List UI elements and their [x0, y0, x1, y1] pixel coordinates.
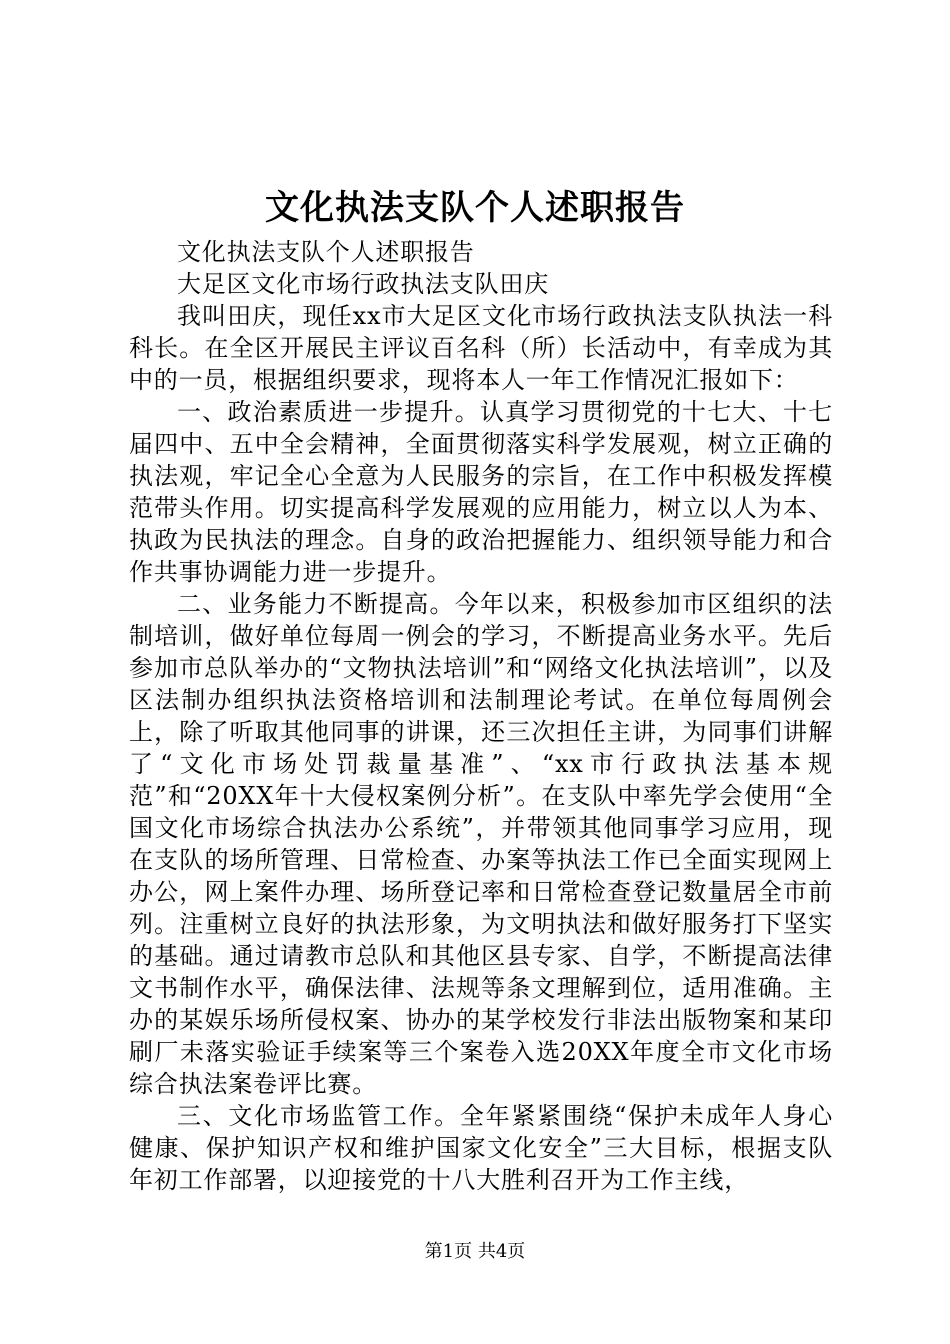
paragraph-section-2: 二、业务能力不断提高。今年以来，积极参加市区组织的法制培训，做好单位每周一例会的学习，不断提高业务水平。先后参加市总队举办的“文物执法培训”和“网络文化执法培训”，以及区法制办组织执法资格培训和法制理论考试。在单位每周例会上，除了听取其他同事的讲课，还三次担任主讲，为同事们讲解了“文化市场处罚裁量基准”、“xx市行政执法基本规范”和“20XX年十大侵权案例分析”。在支队中率先学会使用“全国文化市场综合执法办公系统”，并带领其他同事学习应用，现在支队的场所管理、日常检查、办案等执法工作已全面实现网上办公，网上案件办理、场所登记率和日常检查登记数量居全市前列。注重树立良好的执法形象，为文明执法和做好服务打下坚实的基础。通过请教市总队和其他区县专家、自学，不断提高法律文书制作水平，确保法律、法规等条文理解到位，适用准确。主办的某娱乐场所侵权案、协办的某学校发行非法出版物案和某印刷厂未落实验证手续案等三个案卷入选20XX年度全市文化市场综合执法案卷评比赛。 [129, 590, 833, 1098]
paragraph-section-1: 一、政治素质进一步提升。认真学习贯彻党的十七大、十七届四中、五中全会精神，全面贯彻落实科学发展观，树立正确的执法观，牢记全心全意为人民服务的宗旨，在工作中积极发挥模范带头作用。切实提高科学发展观的应用能力，树立以人为本、执政为民执法的理念。自身的政治把握能力、组织领导能力和合作共事协调能力进一步提升。 [129, 398, 833, 586]
document-body [129, 236, 833, 1196]
document-title: 文化执法支队个人述职报告 [265, 188, 685, 228]
paragraph-subtitle: 文化执法支队个人述职报告 [177, 238, 475, 266]
paragraph-intro: 我叫田庆，现任xx市大足区文化市场行政执法支队执法一科科长。在全区开展民主评议百名科（所）长活动中，有幸成为其中的一员，根据组织要求，现将本人一年工作情况汇报如下： [129, 302, 833, 394]
paragraph-author: 大足区文化市场行政执法支队田庆 [177, 270, 549, 298]
paragraph-section-3: 三、文化市场监管工作。全年紧紧围绕“保护未成年人身心健康、保护知识产权和维护国家文化安全”三大目标，根据支队年初工作部署，以迎接党的十八大胜利召开为工作主线， [129, 1102, 833, 1194]
page-footer: 第1页 共4页 [424, 1241, 526, 1262]
